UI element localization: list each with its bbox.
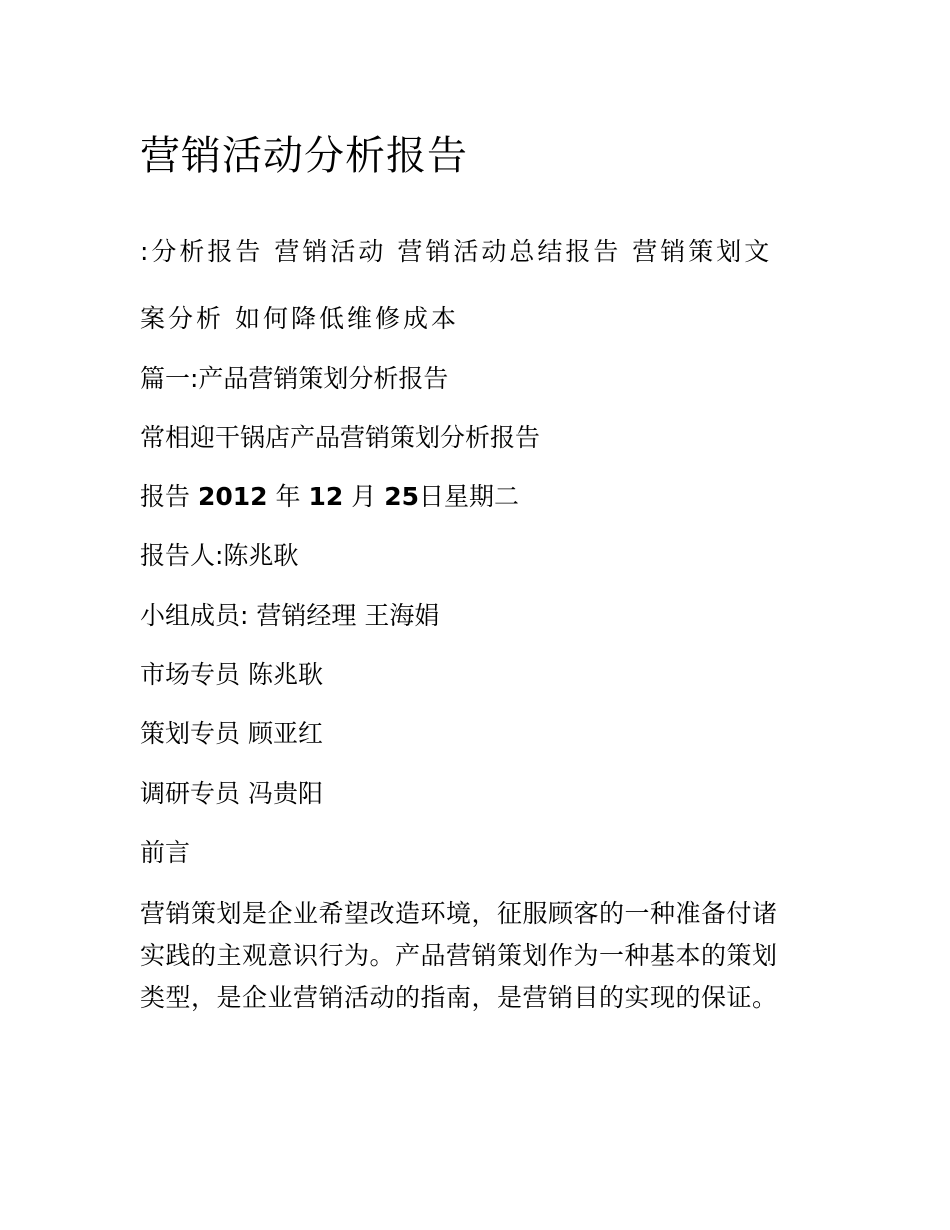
date-year: 2012 (197, 482, 268, 511)
preface-paragraph: 营销策划是企业希望改造环境，征服顾客的一种准备付诸实践的主观意识行为。产品营销策划作为一种基本的策划类型，是企业营销活动的指南，是营销目的实现的保证。 (140, 899, 778, 1012)
member-market: 市场专员 陈兆耿 (140, 660, 323, 689)
date-month-unit: 月 (351, 482, 377, 511)
keywords-line-1: :分析报告 营销活动 营销活动总结报告 营销策划文 (140, 237, 773, 266)
member-planning: 策划专员 顾亚红 (140, 719, 323, 748)
date-prefix: 报告 (140, 482, 191, 511)
members-line: 小组成员: 营销经理 王海娟 (140, 601, 440, 630)
document-title: 营销活动分析报告 (140, 133, 468, 179)
section-heading: 篇一:产品营销策划分析报告 (140, 364, 449, 393)
member-research: 调研专员 冯贵阳 (140, 779, 323, 808)
report-name: 常相迎干锅店产品营销策划分析报告 (140, 423, 541, 452)
keywords-line-2: 案分析 如何降低维修成本 (140, 304, 459, 333)
date-day: 25 (384, 482, 419, 511)
date-day-suffix: 日星期二 (419, 482, 520, 511)
preface-heading: 前言 (140, 838, 191, 867)
report-date (140, 480, 519, 514)
reporter-line: 报告人:陈兆耿 (140, 541, 299, 570)
date-year-unit: 年 (275, 482, 301, 511)
date-month: 12 (308, 482, 344, 511)
